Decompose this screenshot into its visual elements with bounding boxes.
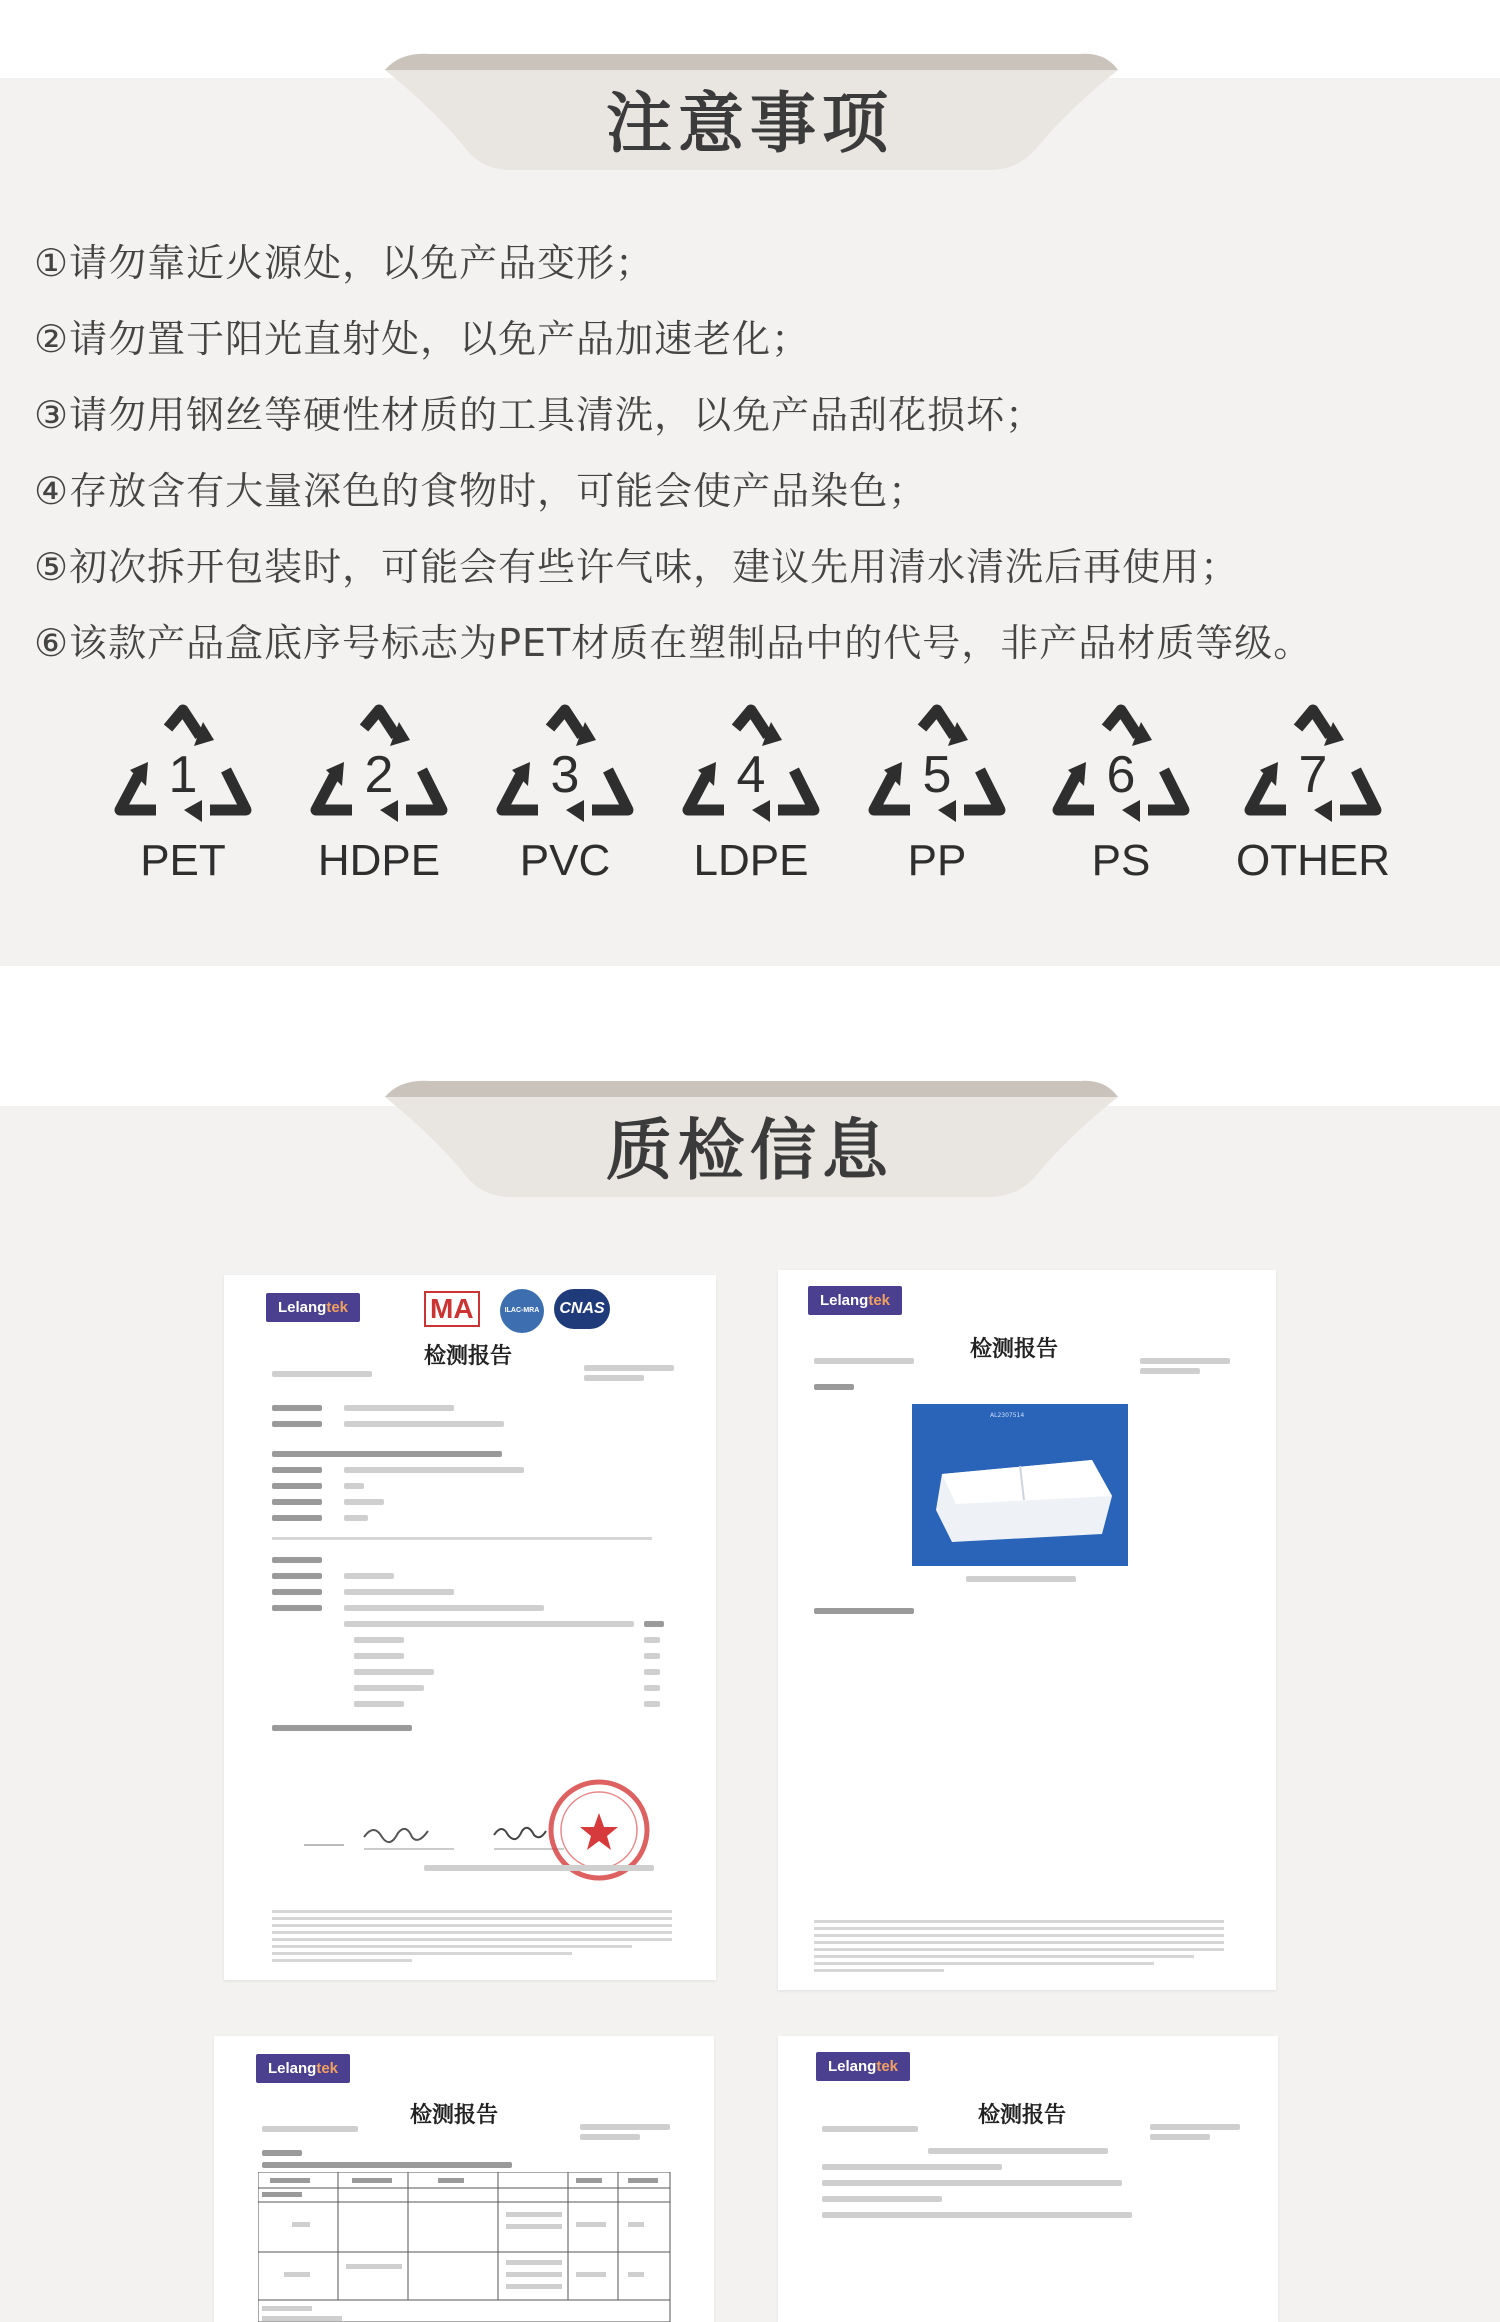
lelangtek-logo: Lelangtek: [816, 2052, 910, 2081]
svg-text:6: 6: [1106, 746, 1136, 804]
recycle-code-pp: [852, 700, 1022, 900]
lelangtek-logo: Lelangtek: [256, 2054, 350, 2083]
svg-text:5: 5: [922, 746, 952, 804]
recycle-label: OTHER: [1236, 836, 1390, 885]
recycle-triangle-icon: [108, 700, 258, 830]
recycle-code-pet: [98, 700, 268, 900]
recycle-code-other: [1228, 700, 1398, 900]
recycle-triangle-icon: [1238, 700, 1388, 830]
recycle-label: PS: [1091, 836, 1151, 885]
report-title: 检测报告: [970, 1337, 1059, 1362]
recycle-triangle-icon: [676, 700, 826, 830]
sample-photo: [912, 1404, 1128, 1566]
notice-item: ④存放含有大量深色的食物时，可能会使产品染色；: [34, 469, 928, 513]
recycle-label: PET: [140, 836, 226, 885]
notice-title: 注意事项: [606, 85, 894, 162]
svg-text:4: 4: [736, 746, 766, 804]
svg-text:2: 2: [364, 746, 394, 804]
recycle-codes: [0, 700, 1500, 900]
notice-banner: [0, 48, 1500, 188]
report-title: 检测报告: [410, 2103, 499, 2128]
recycle-code-ps: [1036, 700, 1206, 900]
lelangtek-logo: Lelangtek: [266, 1293, 360, 1322]
recycle-code-hdpe: [294, 700, 464, 900]
cnas-mark: CNAS: [554, 1289, 610, 1329]
test-report-page-1: [224, 1275, 716, 1980]
notice-item: ②请勿置于阳光直射处，以免产品加速老化；: [34, 317, 811, 361]
notice-item: ③请勿用钢丝等硬性材质的工具清洗，以免产品刮花损坏；: [34, 393, 1045, 437]
recycle-code-ldpe: [666, 700, 836, 900]
quality-banner: [0, 1075, 1500, 1215]
test-report-page-2: [778, 1270, 1276, 1990]
lelangtek-logo: Lelangtek: [808, 1286, 902, 1315]
cma-mark: MA: [424, 1291, 480, 1327]
test-report-page-3: [214, 2036, 714, 2322]
notice-item: ⑥该款产品盒底序号标志为PET材质在塑制品中的代号，非产品材质等级。: [34, 621, 1313, 665]
ilac-mark: ILAC-MRA: [500, 1289, 544, 1333]
recycle-triangle-icon: [304, 700, 454, 830]
recycle-triangle-icon: [862, 700, 1012, 830]
quality-title: 质检信息: [606, 1112, 894, 1189]
svg-text:1: 1: [168, 746, 198, 804]
photo-label: AL2307514: [990, 1412, 1025, 1419]
svg-text:7: 7: [1298, 746, 1328, 804]
recycle-label: PVC: [519, 836, 611, 885]
notice-item: ①请勿靠近火源处，以免产品变形；: [34, 241, 655, 285]
recycle-label: HDPE: [317, 836, 441, 885]
notice-list: [34, 225, 1474, 681]
recycle-code-pvc: [480, 700, 650, 900]
recycle-triangle-icon: [1046, 700, 1196, 830]
recycle-triangle-icon: [490, 700, 640, 830]
sample-box-image: [912, 1404, 1128, 1566]
report-title: 检测报告: [424, 1344, 513, 1369]
results-table: [258, 2172, 678, 2322]
report-title: 检测报告: [978, 2103, 1067, 2128]
recycle-label: PP: [907, 836, 967, 885]
test-report-page-4: [778, 2036, 1278, 2322]
notice-item: ⑤初次拆开包装时，可能会有些许气味，建议先用清水清洗后再使用；: [34, 545, 1240, 589]
recycle-label: LDPE: [693, 836, 809, 885]
svg-text:3: 3: [550, 746, 580, 804]
